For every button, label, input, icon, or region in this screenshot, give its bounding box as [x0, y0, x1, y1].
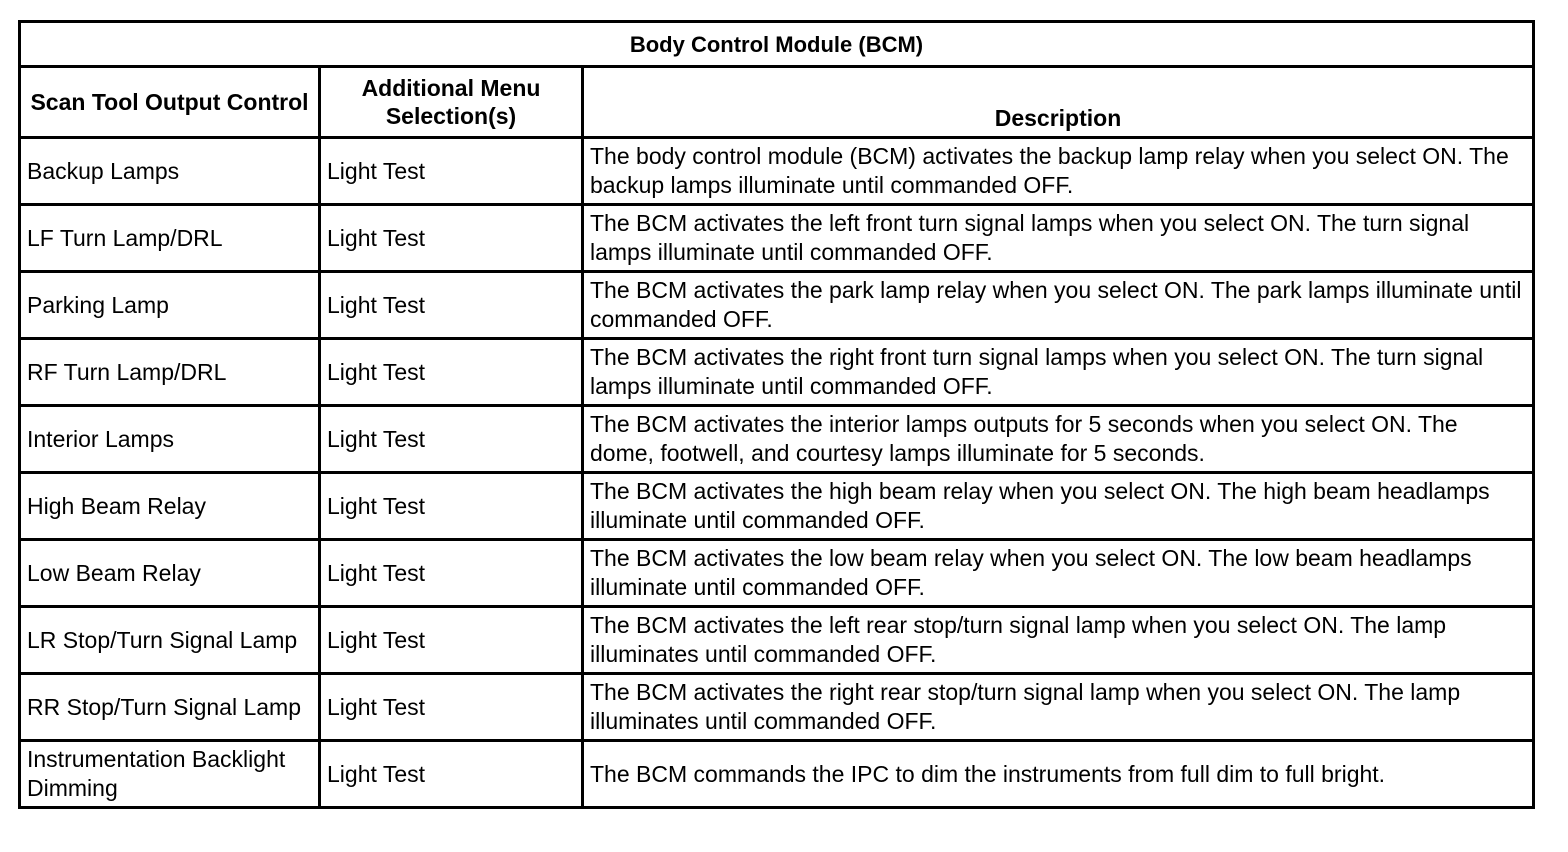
cell-menu: Light Test	[320, 741, 583, 808]
cell-description: The BCM activates the low beam relay when you select ON. The low beam headlamps illuminate until commanded OFF.	[583, 540, 1534, 607]
table-row	[20, 138, 1534, 205]
column-header-output: Scan Tool Output Control	[20, 67, 320, 138]
cell-description: The BCM activates the park lamp relay when you select ON. The park lamps illuminate until commanded OFF.	[583, 272, 1534, 339]
cell-menu: Light Test	[320, 406, 583, 473]
table-row	[20, 607, 1534, 674]
cell-output: LF Turn Lamp/DRL	[20, 205, 320, 272]
cell-output: Backup Lamps	[20, 138, 320, 205]
cell-output: RF Turn Lamp/DRL	[20, 339, 320, 406]
cell-menu: Light Test	[320, 607, 583, 674]
cell-description: The BCM activates the left front turn signal lamps when you select ON. The turn signal lamps illuminate until commanded OFF.	[583, 205, 1534, 272]
cell-output: Interior Lamps	[20, 406, 320, 473]
cell-output: Low Beam Relay	[20, 540, 320, 607]
cell-output: RR Stop/Turn Signal Lamp	[20, 674, 320, 741]
table-title-row	[20, 22, 1534, 67]
cell-output: Instrumentation Backlight Dimming	[20, 741, 320, 808]
table-header-row	[20, 67, 1534, 138]
cell-output: LR Stop/Turn Signal Lamp	[20, 607, 320, 674]
cell-menu: Light Test	[320, 205, 583, 272]
cell-menu: Light Test	[320, 138, 583, 205]
cell-description: The body control module (BCM) activates the backup lamp relay when you select ON. The backup lamps illuminate until commanded OFF.	[583, 138, 1534, 205]
table-row	[20, 205, 1534, 272]
table-row	[20, 339, 1534, 406]
column-header-description: Description	[583, 67, 1534, 138]
table-row	[20, 674, 1534, 741]
cell-menu: Light Test	[320, 540, 583, 607]
table-row	[20, 473, 1534, 540]
bcm-table-container	[18, 20, 1532, 809]
cell-output: Parking Lamp	[20, 272, 320, 339]
table-row	[20, 540, 1534, 607]
cell-menu: Light Test	[320, 272, 583, 339]
table-row	[20, 272, 1534, 339]
cell-description: The BCM activates the right front turn signal lamps when you select ON. The turn signal lamps illuminate until commanded OFF.	[583, 339, 1534, 406]
cell-description: The BCM activates the left rear stop/turn signal lamp when you select ON. The lamp illuminates until commanded OFF.	[583, 607, 1534, 674]
cell-menu: Light Test	[320, 674, 583, 741]
cell-description: The BCM commands the IPC to dim the instruments from full dim to full bright.	[583, 741, 1534, 808]
column-header-menu: Additional Menu Selection(s)	[320, 67, 583, 138]
cell-menu: Light Test	[320, 473, 583, 540]
cell-description: The BCM activates the right rear stop/turn signal lamp when you select ON. The lamp illuminates until commanded OFF.	[583, 674, 1534, 741]
cell-menu: Light Test	[320, 339, 583, 406]
cell-description: The BCM activates the interior lamps outputs for 5 seconds when you select ON. The dome, footwell, and courtesy lamps illuminate for 5 seconds.	[583, 406, 1534, 473]
table-row	[20, 741, 1534, 808]
table-row	[20, 406, 1534, 473]
cell-output: High Beam Relay	[20, 473, 320, 540]
table-title: Body Control Module (BCM)	[20, 22, 1534, 67]
cell-description: The BCM activates the high beam relay when you select ON. The high beam headlamps illuminate until commanded OFF.	[583, 473, 1534, 540]
bcm-output-control-table	[18, 20, 1535, 809]
